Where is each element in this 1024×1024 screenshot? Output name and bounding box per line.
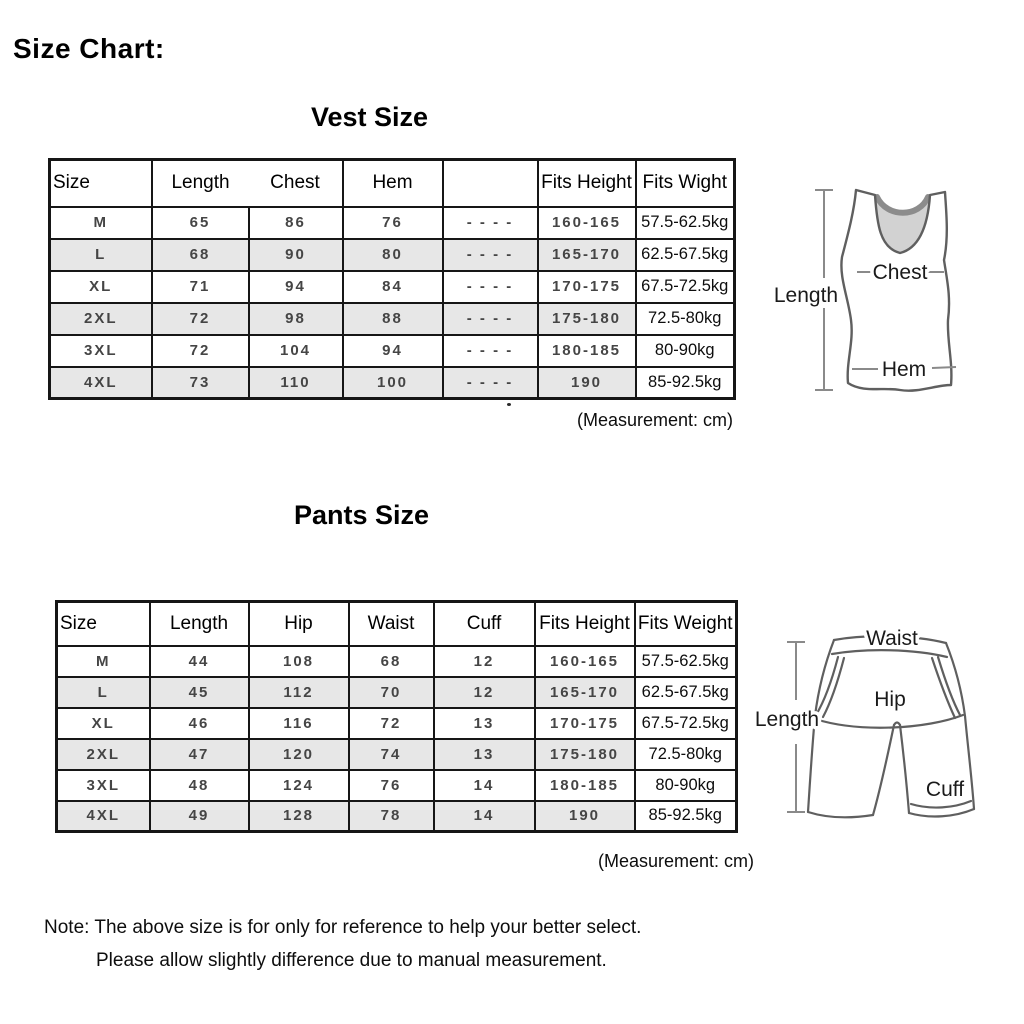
cell: 72 <box>349 708 434 739</box>
cell: 84 <box>343 271 443 303</box>
shorts-waistband <box>832 650 947 657</box>
pants-col-cuff: Cuff <box>434 602 535 646</box>
cell: 190 <box>538 367 636 399</box>
cell: 57.5-62.5kg <box>636 207 735 239</box>
cell: 160-165 <box>535 646 635 677</box>
cell: 100 <box>343 367 443 399</box>
cell: XL <box>50 271 152 303</box>
cell: - - - - <box>443 207 538 239</box>
cell: 68 <box>152 239 249 271</box>
cell: - - - - <box>443 239 538 271</box>
cell: 128 <box>249 801 349 832</box>
shorts-length-label: Length <box>754 708 820 731</box>
cell: 49 <box>150 801 249 832</box>
cell: 3XL <box>50 335 152 367</box>
cell: 170-175 <box>538 271 636 303</box>
shorts-hip-line <box>815 715 963 728</box>
shorts-cuff-label: Cuff <box>925 778 965 801</box>
cell: 13 <box>434 708 535 739</box>
cell: 12 <box>434 646 535 677</box>
vest-col-hem: Hem <box>343 160 443 207</box>
cell: 72.5-80kg <box>635 739 737 770</box>
cell: 12 <box>434 677 535 708</box>
vest-col-fits-height: Fits Height <box>538 160 636 207</box>
pants-table-row <box>57 801 737 832</box>
vest-col-empty <box>443 160 538 207</box>
cell: 44 <box>150 646 249 677</box>
shorts-right-hem <box>909 809 974 816</box>
cell: 62.5-67.5kg <box>635 677 737 708</box>
cell: 45 <box>150 677 249 708</box>
pants-table-row <box>57 677 737 708</box>
cell: 98 <box>249 303 343 335</box>
vest-col-chest: Chest <box>249 160 343 207</box>
cell: 4XL <box>57 801 150 832</box>
cell: L <box>50 239 152 271</box>
note-line-2: Please allow slightly difference due to manual measurement. <box>96 950 607 971</box>
cell: 108 <box>249 646 349 677</box>
vest-hem-label: Hem <box>881 358 927 381</box>
vest-section-heading: Vest Size <box>311 102 429 132</box>
vest-table-row <box>50 367 735 399</box>
vest-table-row <box>50 207 735 239</box>
cell: - - - - <box>443 335 538 367</box>
pants-table-row <box>57 646 737 677</box>
cell: 160-165 <box>538 207 636 239</box>
cell: L <box>57 677 150 708</box>
cell: 71 <box>152 271 249 303</box>
pants-section-heading: Pants Size <box>294 500 430 530</box>
cell: - - - - <box>443 303 538 335</box>
pants-table-row <box>57 708 737 739</box>
pants-measurement-caption: (Measurement: cm) <box>598 851 755 871</box>
cell: 68 <box>349 646 434 677</box>
cell: 170-175 <box>535 708 635 739</box>
pants-col-hip: Hip <box>249 602 349 646</box>
cell: 4XL <box>50 367 152 399</box>
cell: 80-90kg <box>636 335 735 367</box>
cell: 3XL <box>57 770 150 801</box>
cell: 80 <box>343 239 443 271</box>
cell: 48 <box>150 770 249 801</box>
cell: 85-92.5kg <box>635 801 737 832</box>
cell: 65 <box>152 207 249 239</box>
cell: 14 <box>434 770 535 801</box>
pants-table-header-row <box>57 602 737 646</box>
cell: 110 <box>249 367 343 399</box>
vest-col-length: Length <box>152 160 249 207</box>
vest-length-label: Length <box>773 284 839 307</box>
cell: 70 <box>349 677 434 708</box>
cell: 90 <box>249 239 343 271</box>
vest-chest-label: Chest <box>872 261 928 284</box>
speck-artifact <box>507 403 511 406</box>
vest-table-row <box>50 335 735 367</box>
shorts-right-inner <box>900 725 909 813</box>
cell: 46 <box>150 708 249 739</box>
cell: 67.5-72.5kg <box>635 708 737 739</box>
note-line-1: Note: The above size is for only for reference to help your better select. <box>44 917 642 938</box>
cell: 120 <box>249 739 349 770</box>
pants-col-size: Size <box>57 602 150 646</box>
cell: 13 <box>434 739 535 770</box>
cell: 180-185 <box>535 770 635 801</box>
cell: 67.5-72.5kg <box>636 271 735 303</box>
cell: 2XL <box>50 303 152 335</box>
cell: 175-180 <box>535 739 635 770</box>
cell: M <box>50 207 152 239</box>
cell: 175-180 <box>538 303 636 335</box>
vest-table-row <box>50 303 735 335</box>
cell: 94 <box>249 271 343 303</box>
shorts-left-inner <box>873 725 894 815</box>
vest-hem-tick <box>932 367 956 368</box>
cell: 180-185 <box>538 335 636 367</box>
cell: 14 <box>434 801 535 832</box>
cell: 72.5-80kg <box>636 303 735 335</box>
vest-size-table <box>48 158 736 400</box>
vest-measurement-caption: (Measurement: cm) <box>577 410 734 430</box>
cell: 85-92.5kg <box>636 367 735 399</box>
pants-col-length: Length <box>150 602 249 646</box>
shorts-waist-label: Waist <box>866 627 918 650</box>
cell: 190 <box>535 801 635 832</box>
pants-col-fits-weight: Fits Weight <box>635 602 737 646</box>
cell: 165-170 <box>538 239 636 271</box>
shorts-hip-label: Hip <box>874 688 906 711</box>
pants-table-row <box>57 739 737 770</box>
cell: 2XL <box>57 739 150 770</box>
cell: M <box>57 646 150 677</box>
cell: 73 <box>152 367 249 399</box>
pants-col-waist: Waist <box>349 602 434 646</box>
cell: 76 <box>343 207 443 239</box>
vest-table-row <box>50 239 735 271</box>
cell: 104 <box>249 335 343 367</box>
page-title: Size Chart: <box>13 33 165 64</box>
cell: - - - - <box>443 271 538 303</box>
cell: 88 <box>343 303 443 335</box>
cell: 74 <box>349 739 434 770</box>
cell: 57.5-62.5kg <box>635 646 737 677</box>
cell: - - - - <box>443 367 538 399</box>
pants-table-row <box>57 770 737 801</box>
vest-table-row <box>50 271 735 303</box>
shorts-right-cuff-line <box>911 801 971 808</box>
cell: 62.5-67.5kg <box>636 239 735 271</box>
cell: 72 <box>152 335 249 367</box>
cell: 76 <box>349 770 434 801</box>
cell: 124 <box>249 770 349 801</box>
cell: XL <box>57 708 150 739</box>
vest-col-fits-weight: Fits Wight <box>636 160 735 207</box>
vest-diagram <box>772 162 1022 417</box>
cell: 112 <box>249 677 349 708</box>
cell: 47 <box>150 739 249 770</box>
cell: 80-90kg <box>635 770 737 801</box>
cell: 94 <box>343 335 443 367</box>
cell: 165-170 <box>535 677 635 708</box>
vest-col-size: Size <box>50 160 152 207</box>
vest-table-header-row <box>50 160 735 207</box>
cell: 116 <box>249 708 349 739</box>
shorts-right-pocket <box>932 658 955 718</box>
pants-size-table <box>55 600 738 833</box>
pants-col-fits-height: Fits Height <box>535 602 635 646</box>
cell: 72 <box>152 303 249 335</box>
cell: 78 <box>349 801 434 832</box>
cell: 86 <box>249 207 343 239</box>
shorts-left-hem <box>808 812 873 817</box>
pants-diagram <box>752 598 1017 853</box>
